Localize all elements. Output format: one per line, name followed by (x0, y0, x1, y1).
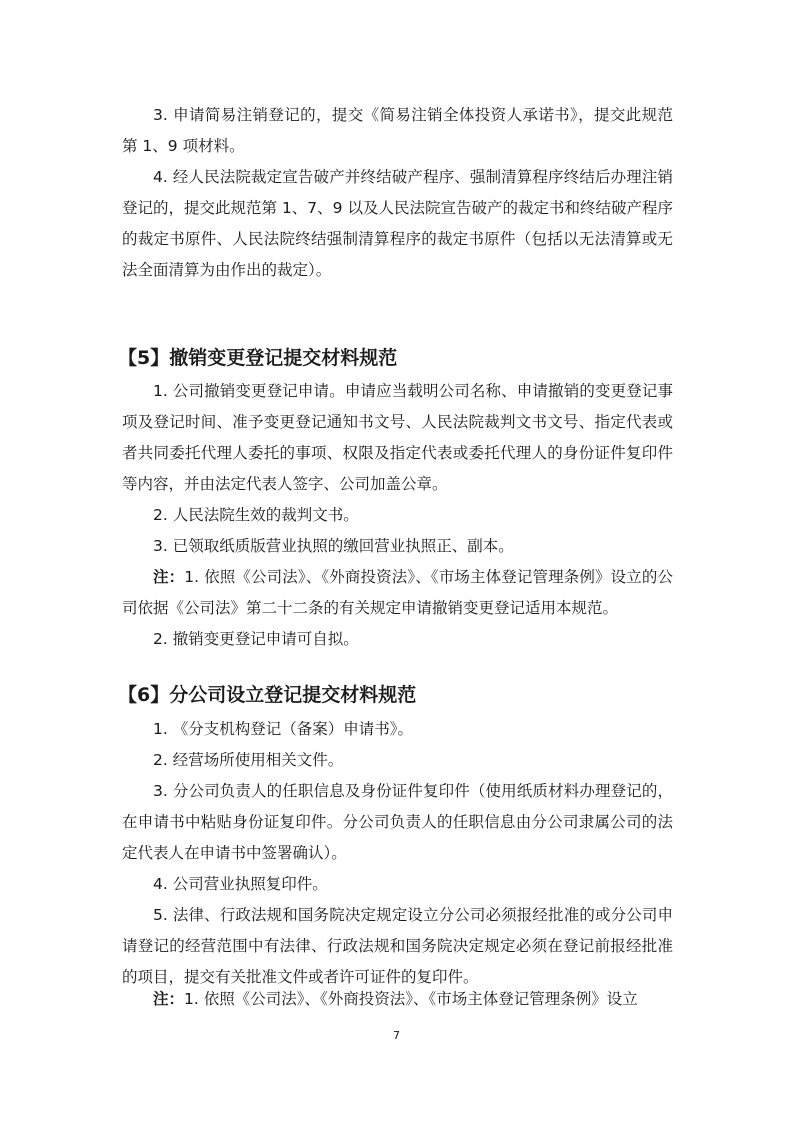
note-label: 注： (153, 568, 185, 586)
section-6-item-2: 2. 经营场所使用相关文件。 (153, 751, 344, 769)
section-6-item-1: 1. 《分支机构登记（备案）申请书》。 (153, 720, 413, 738)
page-number: 7 (393, 1029, 400, 1042)
note-label: 注： (153, 990, 185, 1008)
section-6-note (122, 984, 673, 1015)
section-5-heading: 【5】撤销变更登记提交材料规范 (118, 347, 398, 369)
note-text: 1. 依照《公司法》、《外商投资法》、《市场主体登记管理条例》设立的公司依据《公司法》第二十二条的有关规定申请撤销变更登记适用本规范。 (122, 568, 673, 617)
section-5-item-3: 3. 已领取纸质版营业执照的缴回营业执照正、副本。 (153, 537, 514, 555)
paragraph-simple-deregistration: 3. 申请简易注销登记的，提交《简易注销全体投资人承诺书》，提交此规范第 1、9 项材料。 (122, 106, 673, 155)
section-5-note-2: 2. 撤销变更登记申请可自拟。 (153, 630, 359, 648)
section-6-heading: 【6】分公司设立登记提交材料规范 (118, 684, 417, 706)
section-6-item-4: 4. 公司营业执照复印件。 (153, 875, 328, 893)
section-6-item-5: 5. 法律、行政法规和国务院决定规定设立分公司必须报经批准的或分公司申请登记的经营范围中有法律、行政法规和国务院决定规定必须在登记前报经批准的项目，提交有关批准文件或者许可证件的复印件。 (122, 906, 673, 986)
section-5-item-1: 1. 公司撤销变更登记申请。申请应当载明公司名称、申请撤销的变更登记事项及登记时间、准予变更登记通知书文号、人民法院裁判文书文号、指定代表或者共同委托代理人委托的事项、权限及指定代表或委托代理人的身份证件复印件等内容，并由法定代表人签字、公司加盖公章。 (122, 382, 673, 493)
section-6-item-3: 3. 分公司负责人的任职信息及身份证件复印件（使用纸质材料办理登记的，在申请书中粘贴身份证复印件。分公司负责人的任职信息由分公司隶属公司的法定代表人在申请书中签署确认）。 (122, 782, 673, 862)
section-5-item-2: 2. 人民法院生效的裁判文书。 (153, 506, 359, 524)
section-5-note (122, 562, 673, 624)
paragraph-bankruptcy-deregistration: 4. 经人民法院裁定宣告破产并终结破产程序、强制清算程序终结后办理注销登记的，提交此规范第 1、7、9 以及人民法院宣告破产的裁定书和终结破产程序的裁定书原件、人民法院终结强制清算程序的裁定书原件（包括以无法清算或无法全面清算为由作出的裁定）。 (122, 168, 673, 279)
note-text: 1. 依照《公司法》、《外商投资法》、《市场主体登记管理条例》设立 (184, 990, 638, 1008)
